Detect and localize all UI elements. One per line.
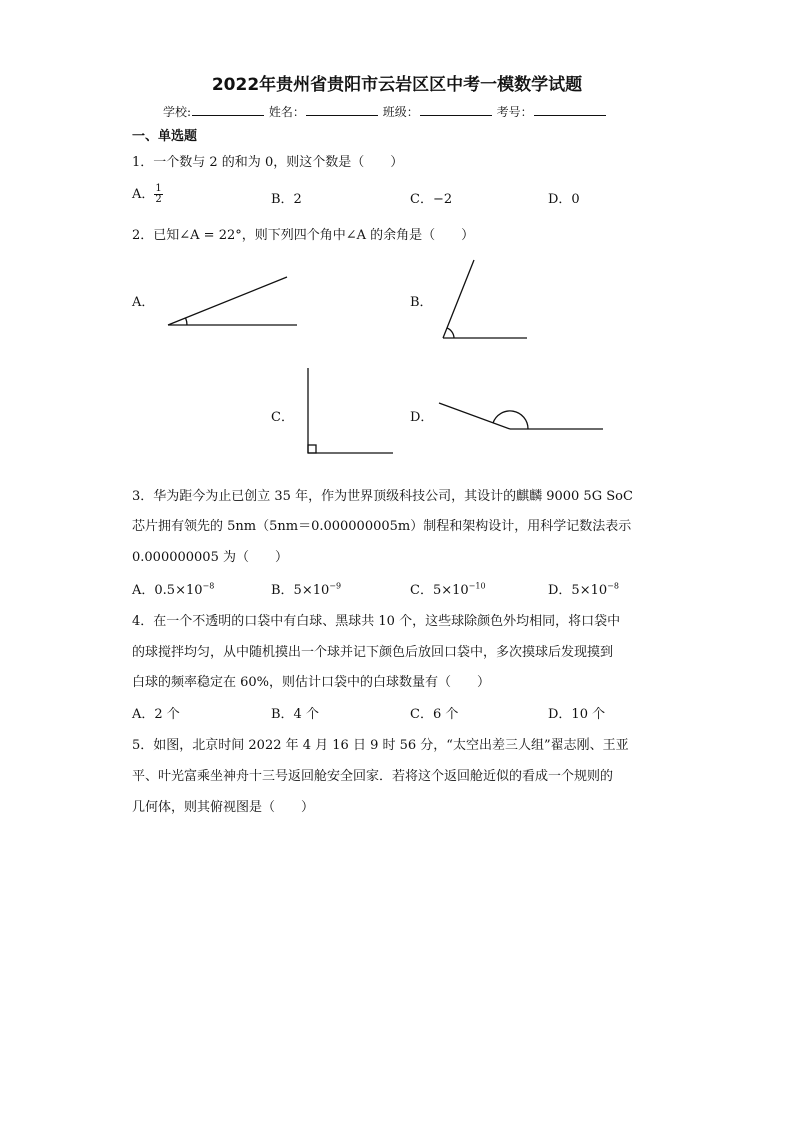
q2-option-a-label: A． bbox=[132, 295, 155, 310]
q3-option-c-exponent: −10 bbox=[468, 581, 486, 591]
q3-option-d-base: D．5×10 bbox=[548, 583, 608, 598]
q3-line-3: 0.000000005 为（ ） bbox=[132, 550, 288, 565]
q3-line-1: 3．华为距今为止已创立 35 年，作为世界顶级科技公司，其设计的麒麟 9000 5G SoC bbox=[132, 489, 633, 504]
q3-option-b-base: B．5×10 bbox=[271, 583, 330, 598]
school-label: 学校: bbox=[163, 105, 192, 119]
q3-option-a-exponent: −8 bbox=[202, 581, 215, 591]
q2-option-b-label: B． bbox=[410, 295, 433, 310]
q3-option-a-base: A．0.5×10 bbox=[132, 583, 203, 598]
exam-no-label: 考号： bbox=[496, 105, 533, 119]
q2-angle-b-figure bbox=[435, 255, 535, 345]
q1-stem: 1．一个数与 2 的和为 0，则这个数是（ ） bbox=[132, 155, 404, 170]
fraction-numerator: 1 bbox=[155, 183, 162, 194]
q5-line-1: 5．如图，北京时间 2022 年 4 月 16 日 9 时 56 分，“太空出差三人组”翟志刚、王亚 bbox=[132, 738, 629, 753]
q1-option-c: C．−2 bbox=[410, 192, 453, 207]
q3-option-c bbox=[410, 579, 486, 598]
q1-option-a-label: A． bbox=[132, 187, 155, 202]
q3-option-d-exponent: −8 bbox=[607, 581, 619, 591]
q2-angle-c-figure bbox=[300, 365, 400, 460]
q3-option-a bbox=[132, 579, 214, 598]
fraction-denominator: 2 bbox=[155, 194, 162, 205]
name-blank bbox=[306, 103, 378, 116]
q2-angle-a-figure bbox=[160, 270, 305, 335]
q1-option-b: B．2 bbox=[271, 192, 302, 207]
q3-option-b-exponent: −9 bbox=[329, 581, 342, 591]
q3-option-b bbox=[271, 579, 341, 598]
q4-line-1: 4．在一个不透明的口袋中有白球、黑球共 10 个，这些球除颜色外均相同，将口袋中 bbox=[132, 614, 621, 629]
q4-option-c: C．6 个 bbox=[410, 707, 459, 722]
q1-option-a bbox=[132, 183, 163, 205]
q2-option-d-label: D． bbox=[410, 410, 434, 425]
q4-option-a: A．2 个 bbox=[132, 707, 180, 722]
q5-line-3: 几何体，则其俯视图是（ ） bbox=[132, 800, 315, 815]
q2-stem: 2．已知∠A = 22°，则下列四个角中∠A 的余角是（ ） bbox=[132, 228, 475, 243]
exam-no-blank bbox=[534, 103, 606, 116]
page-title: 2022年贵州省贵阳市云岩区区中考一模数学试题 bbox=[211, 75, 583, 95]
q3-option-d bbox=[548, 579, 619, 598]
section-title-single-choice: 一、单选题 bbox=[132, 129, 198, 144]
q4-line-2: 的球搅拌均匀，从中随机摸出一个球并记下颜色后放回口袋中，多次摸球后发现摸到 bbox=[132, 645, 614, 660]
q4-option-d: D．10 个 bbox=[548, 707, 606, 722]
q2-angle-d-figure bbox=[432, 395, 610, 440]
name-label: 姓名： bbox=[268, 105, 305, 119]
q3-line-2: 芯片拥有领先的 5nm（5nm＝0.000000005m）制程和架构设计，用科学记数法表示 bbox=[132, 519, 632, 534]
class-blank bbox=[420, 103, 492, 116]
q1-option-a-fraction bbox=[154, 184, 162, 205]
school-blank bbox=[192, 103, 264, 116]
q4-line-3: 白球的频率稳定在 60%，则估计口袋中的白球数量有（ ） bbox=[132, 675, 491, 690]
q4-option-b: B．4 个 bbox=[271, 707, 319, 722]
q5-line-2: 平、叶光富乘坐神舟十三号返回舱安全回家．若将这个返回舱近似的看成一个规则的 bbox=[132, 769, 614, 784]
q2-option-c-label: C． bbox=[271, 410, 294, 425]
q1-option-d: D．0 bbox=[548, 192, 580, 207]
student-info-line bbox=[163, 103, 607, 120]
q3-option-c-base: C．5×10 bbox=[410, 583, 469, 598]
class-label: 班级： bbox=[382, 105, 419, 119]
